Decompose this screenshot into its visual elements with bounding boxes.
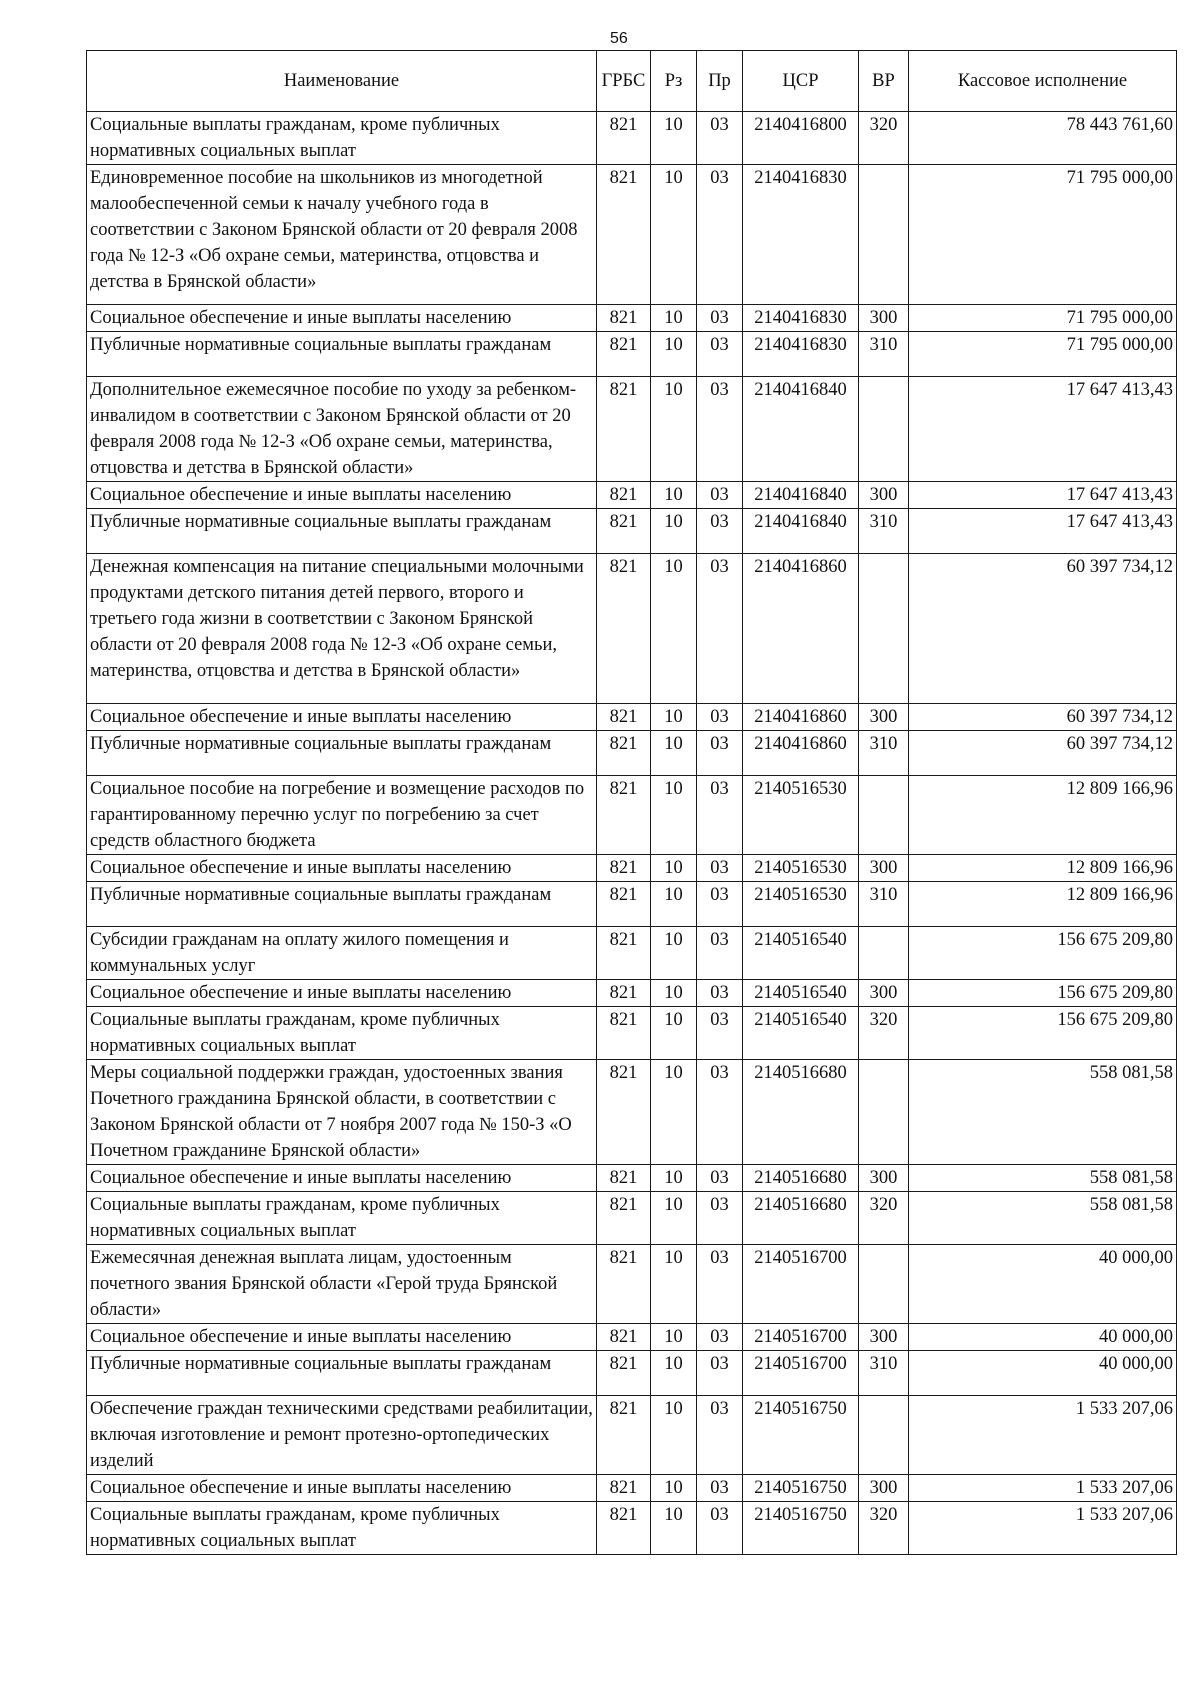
cell-csr: 2140416840 bbox=[743, 482, 859, 509]
cell-rz: 10 bbox=[651, 927, 697, 980]
cell-csr: 2140516680 bbox=[743, 1060, 859, 1165]
cell-pr: 03 bbox=[697, 1165, 743, 1192]
cell-pr: 03 bbox=[697, 882, 743, 927]
cell-vr: 320 bbox=[859, 1502, 909, 1555]
cell-vr bbox=[859, 1396, 909, 1475]
cell-pr: 03 bbox=[697, 377, 743, 482]
table-header-row bbox=[87, 51, 1177, 112]
cell-grbs: 821 bbox=[597, 305, 651, 332]
cell-name: Публичные нормативные социальные выплаты гражданам bbox=[87, 332, 597, 377]
cell-csr: 2140516540 bbox=[743, 927, 859, 980]
cell-amount: 17 647 413,43 bbox=[909, 377, 1177, 482]
cell-vr: 300 bbox=[859, 1475, 909, 1502]
cell-vr: 310 bbox=[859, 1351, 909, 1396]
cell-pr: 03 bbox=[697, 509, 743, 554]
table-row bbox=[87, 1502, 1177, 1555]
table-row bbox=[87, 882, 1177, 927]
cell-amount: 558 081,58 bbox=[909, 1192, 1177, 1245]
cell-grbs: 821 bbox=[597, 377, 651, 482]
cell-name: Социальное обеспечение и иные выплаты населению bbox=[87, 855, 597, 882]
cell-amount: 1 533 207,06 bbox=[909, 1502, 1177, 1555]
cell-pr: 03 bbox=[697, 1502, 743, 1555]
table-row bbox=[87, 731, 1177, 776]
cell-name: Социальные выплаты гражданам, кроме публичных нормативных социальных выплат bbox=[87, 112, 597, 165]
cell-grbs: 821 bbox=[597, 980, 651, 1007]
table-row bbox=[87, 1165, 1177, 1192]
cell-csr: 2140516700 bbox=[743, 1324, 859, 1351]
cell-name: Ежемесячная денежная выплата лицам, удостоенным почетного звания Брянской области «Герой труда Брянской области» bbox=[87, 1245, 597, 1324]
cell-name: Публичные нормативные социальные выплаты гражданам bbox=[87, 882, 597, 927]
cell-name: Социальное обеспечение и иные выплаты населению bbox=[87, 980, 597, 1007]
cell-grbs: 821 bbox=[597, 1007, 651, 1060]
cell-amount: 1 533 207,06 bbox=[909, 1396, 1177, 1475]
cell-rz: 10 bbox=[651, 855, 697, 882]
cell-rz: 10 bbox=[651, 1192, 697, 1245]
header-csr: ЦСР bbox=[743, 51, 859, 112]
cell-grbs: 821 bbox=[597, 1324, 651, 1351]
cell-pr: 03 bbox=[697, 554, 743, 704]
cell-csr: 2140416830 bbox=[743, 305, 859, 332]
cell-amount: 78 443 761,60 bbox=[909, 112, 1177, 165]
cell-amount: 1 533 207,06 bbox=[909, 1475, 1177, 1502]
cell-vr bbox=[859, 165, 909, 305]
cell-vr: 300 bbox=[859, 855, 909, 882]
cell-grbs: 821 bbox=[597, 1475, 651, 1502]
cell-grbs: 821 bbox=[597, 1060, 651, 1165]
cell-amount: 40 000,00 bbox=[909, 1324, 1177, 1351]
table-row bbox=[87, 305, 1177, 332]
cell-vr: 320 bbox=[859, 112, 909, 165]
cell-rz: 10 bbox=[651, 1351, 697, 1396]
cell-name: Социальное обеспечение и иные выплаты населению bbox=[87, 1475, 597, 1502]
cell-rz: 10 bbox=[651, 509, 697, 554]
cell-vr bbox=[859, 1060, 909, 1165]
cell-csr: 2140516530 bbox=[743, 882, 859, 927]
cell-name: Публичные нормативные социальные выплаты гражданам bbox=[87, 1351, 597, 1396]
cell-name: Социальное обеспечение и иные выплаты населению bbox=[87, 1165, 597, 1192]
cell-grbs: 821 bbox=[597, 1245, 651, 1324]
table-row bbox=[87, 377, 1177, 482]
cell-csr: 2140516750 bbox=[743, 1502, 859, 1555]
cell-amount: 60 397 734,12 bbox=[909, 704, 1177, 731]
page-number: 56 bbox=[610, 30, 628, 47]
cell-amount: 156 675 209,80 bbox=[909, 980, 1177, 1007]
table-row bbox=[87, 1060, 1177, 1165]
cell-csr: 2140416860 bbox=[743, 731, 859, 776]
header-rz: Рз bbox=[651, 51, 697, 112]
cell-amount: 71 795 000,00 bbox=[909, 332, 1177, 377]
header-grbs: ГРБС bbox=[597, 51, 651, 112]
cell-amount: 558 081,58 bbox=[909, 1165, 1177, 1192]
cell-amount: 156 675 209,80 bbox=[909, 1007, 1177, 1060]
cell-grbs: 821 bbox=[597, 1502, 651, 1555]
table-row bbox=[87, 482, 1177, 509]
cell-csr: 2140416840 bbox=[743, 377, 859, 482]
cell-csr: 2140516540 bbox=[743, 1007, 859, 1060]
cell-rz: 10 bbox=[651, 1165, 697, 1192]
cell-grbs: 821 bbox=[597, 1351, 651, 1396]
cell-vr: 310 bbox=[859, 882, 909, 927]
cell-pr: 03 bbox=[697, 731, 743, 776]
cell-amount: 60 397 734,12 bbox=[909, 554, 1177, 704]
cell-vr: 320 bbox=[859, 1192, 909, 1245]
cell-grbs: 821 bbox=[597, 704, 651, 731]
cell-rz: 10 bbox=[651, 1475, 697, 1502]
cell-vr: 310 bbox=[859, 731, 909, 776]
cell-pr: 03 bbox=[697, 112, 743, 165]
table-row bbox=[87, 1351, 1177, 1396]
cell-vr: 300 bbox=[859, 1324, 909, 1351]
cell-vr bbox=[859, 554, 909, 704]
cell-name: Обеспечение граждан техническими средствами реабилитации, включая изготовление и ремонт протезно-ортопедических изделий bbox=[87, 1396, 597, 1475]
table-row bbox=[87, 509, 1177, 554]
header-amount: Кассовое исполнение bbox=[909, 51, 1177, 112]
cell-grbs: 821 bbox=[597, 1396, 651, 1475]
cell-pr: 03 bbox=[697, 1475, 743, 1502]
cell-grbs: 821 bbox=[597, 165, 651, 305]
cell-vr bbox=[859, 927, 909, 980]
table-body bbox=[87, 112, 1177, 1555]
cell-grbs: 821 bbox=[597, 554, 651, 704]
cell-amount: 71 795 000,00 bbox=[909, 305, 1177, 332]
cell-grbs: 821 bbox=[597, 1165, 651, 1192]
table-row bbox=[87, 1007, 1177, 1060]
cell-pr: 03 bbox=[697, 927, 743, 980]
table-row bbox=[87, 332, 1177, 377]
cell-csr: 2140416860 bbox=[743, 704, 859, 731]
cell-csr: 2140416840 bbox=[743, 509, 859, 554]
table-row bbox=[87, 1475, 1177, 1502]
cell-rz: 10 bbox=[651, 305, 697, 332]
cell-amount: 12 809 166,96 bbox=[909, 882, 1177, 927]
cell-rz: 10 bbox=[651, 731, 697, 776]
cell-vr: 300 bbox=[859, 305, 909, 332]
cell-pr: 03 bbox=[697, 482, 743, 509]
cell-name: Социальные выплаты гражданам, кроме публичных нормативных социальных выплат bbox=[87, 1007, 597, 1060]
cell-pr: 03 bbox=[697, 305, 743, 332]
cell-rz: 10 bbox=[651, 1324, 697, 1351]
cell-grbs: 821 bbox=[597, 882, 651, 927]
cell-amount: 17 647 413,43 bbox=[909, 509, 1177, 554]
cell-rz: 10 bbox=[651, 332, 697, 377]
cell-amount: 40 000,00 bbox=[909, 1351, 1177, 1396]
cell-csr: 2140416830 bbox=[743, 165, 859, 305]
cell-amount: 558 081,58 bbox=[909, 1060, 1177, 1165]
cell-rz: 10 bbox=[651, 482, 697, 509]
cell-pr: 03 bbox=[697, 1060, 743, 1165]
cell-rz: 10 bbox=[651, 165, 697, 305]
cell-amount: 17 647 413,43 bbox=[909, 482, 1177, 509]
cell-csr: 2140516700 bbox=[743, 1245, 859, 1324]
cell-csr: 2140516700 bbox=[743, 1351, 859, 1396]
cell-amount: 12 809 166,96 bbox=[909, 776, 1177, 855]
cell-csr: 2140516750 bbox=[743, 1396, 859, 1475]
cell-pr: 03 bbox=[697, 1192, 743, 1245]
cell-amount: 156 675 209,80 bbox=[909, 927, 1177, 980]
cell-amount: 60 397 734,12 bbox=[909, 731, 1177, 776]
cell-name: Социальное обеспечение и иные выплаты населению bbox=[87, 305, 597, 332]
cell-grbs: 821 bbox=[597, 731, 651, 776]
cell-rz: 10 bbox=[651, 1396, 697, 1475]
cell-pr: 03 bbox=[697, 1324, 743, 1351]
table-row bbox=[87, 704, 1177, 731]
table-row bbox=[87, 927, 1177, 980]
table-row bbox=[87, 776, 1177, 855]
header-vr: ВР bbox=[859, 51, 909, 112]
cell-name: Социальное обеспечение и иные выплаты населению bbox=[87, 1324, 597, 1351]
cell-rz: 10 bbox=[651, 1245, 697, 1324]
cell-vr: 300 bbox=[859, 980, 909, 1007]
cell-grbs: 821 bbox=[597, 332, 651, 377]
cell-pr: 03 bbox=[697, 855, 743, 882]
cell-rz: 10 bbox=[651, 1007, 697, 1060]
cell-rz: 10 bbox=[651, 882, 697, 927]
cell-csr: 2140516680 bbox=[743, 1192, 859, 1245]
cell-rz: 10 bbox=[651, 112, 697, 165]
cell-name: Дополнительное ежемесячное пособие по уходу за ребенком-инвалидом в соответствии с Законом Брянской области от 20 февраля 2008 года № 12-З «Об охране семьи, материнства, отцовства и детства в Брянской области» bbox=[87, 377, 597, 482]
table-row bbox=[87, 980, 1177, 1007]
budget-execution-table bbox=[86, 50, 1177, 1555]
cell-grbs: 821 bbox=[597, 927, 651, 980]
cell-vr: 320 bbox=[859, 1007, 909, 1060]
cell-grbs: 821 bbox=[597, 482, 651, 509]
cell-pr: 03 bbox=[697, 1245, 743, 1324]
cell-pr: 03 bbox=[697, 704, 743, 731]
cell-grbs: 821 bbox=[597, 509, 651, 554]
table-row bbox=[87, 1324, 1177, 1351]
cell-csr: 2140516530 bbox=[743, 855, 859, 882]
table-row bbox=[87, 1192, 1177, 1245]
cell-rz: 10 bbox=[651, 980, 697, 1007]
table-row bbox=[87, 554, 1177, 704]
cell-name: Социальное обеспечение и иные выплаты населению bbox=[87, 482, 597, 509]
cell-vr: 300 bbox=[859, 482, 909, 509]
cell-pr: 03 bbox=[697, 1396, 743, 1475]
cell-vr: 310 bbox=[859, 332, 909, 377]
cell-name: Социальные выплаты гражданам, кроме публичных нормативных социальных выплат bbox=[87, 1192, 597, 1245]
header-pr: Пр bbox=[697, 51, 743, 112]
table-row bbox=[87, 112, 1177, 165]
cell-vr: 310 bbox=[859, 509, 909, 554]
cell-name: Меры социальной поддержки граждан, удостоенных звания Почетного гражданина Брянской области, в соответствии с Законом Брянской области от 7 ноября 2007 года № 150-З «О Почетном гражданине Брянской области» bbox=[87, 1060, 597, 1165]
cell-csr: 2140416830 bbox=[743, 332, 859, 377]
cell-pr: 03 bbox=[697, 1007, 743, 1060]
cell-name: Субсидии гражданам на оплату жилого помещения и коммунальных услуг bbox=[87, 927, 597, 980]
cell-rz: 10 bbox=[651, 554, 697, 704]
cell-rz: 10 bbox=[651, 704, 697, 731]
cell-amount: 12 809 166,96 bbox=[909, 855, 1177, 882]
cell-vr bbox=[859, 377, 909, 482]
cell-grbs: 821 bbox=[597, 776, 651, 855]
cell-csr: 2140416800 bbox=[743, 112, 859, 165]
cell-rz: 10 bbox=[651, 776, 697, 855]
cell-name: Социальное пособие на погребение и возмещение расходов по гарантированному перечню услуг по погребению за счет средств областного бюджета bbox=[87, 776, 597, 855]
table-row bbox=[87, 1245, 1177, 1324]
cell-amount: 40 000,00 bbox=[909, 1245, 1177, 1324]
table-row bbox=[87, 165, 1177, 305]
cell-pr: 03 bbox=[697, 776, 743, 855]
cell-grbs: 821 bbox=[597, 112, 651, 165]
cell-pr: 03 bbox=[697, 165, 743, 305]
cell-name: Публичные нормативные социальные выплаты гражданам bbox=[87, 509, 597, 554]
cell-csr: 2140416860 bbox=[743, 554, 859, 704]
cell-grbs: 821 bbox=[597, 855, 651, 882]
cell-rz: 10 bbox=[651, 1060, 697, 1165]
cell-pr: 03 bbox=[697, 980, 743, 1007]
cell-grbs: 821 bbox=[597, 1192, 651, 1245]
cell-vr: 300 bbox=[859, 704, 909, 731]
cell-name: Публичные нормативные социальные выплаты гражданам bbox=[87, 731, 597, 776]
cell-csr: 2140516680 bbox=[743, 1165, 859, 1192]
cell-vr: 300 bbox=[859, 1165, 909, 1192]
cell-vr bbox=[859, 776, 909, 855]
cell-name: Социальное обеспечение и иные выплаты населению bbox=[87, 704, 597, 731]
cell-csr: 2140516750 bbox=[743, 1475, 859, 1502]
cell-amount: 71 795 000,00 bbox=[909, 165, 1177, 305]
cell-csr: 2140516530 bbox=[743, 776, 859, 855]
table-row bbox=[87, 1396, 1177, 1475]
cell-name: Социальные выплаты гражданам, кроме публичных нормативных социальных выплат bbox=[87, 1502, 597, 1555]
cell-pr: 03 bbox=[697, 332, 743, 377]
cell-name: Денежная компенсация на питание специальными молочными продуктами детского питания детей первого, второго и третьего года жизни в соответствии с Законом Брянской области от 20 февраля 2008 года № 12-З «Об охране семьи, материнства, отцовства и детства в Брянской области» bbox=[87, 554, 597, 704]
cell-name: Единовременное пособие на школьников из многодетной малообеспеченной семьи к началу учебного года в соответствии с Законом Брянской области от 20 февраля 2008 года № 12-З «Об охране семьи, материнства, отцовства и детства в Брянской области» bbox=[87, 165, 597, 305]
cell-pr: 03 bbox=[697, 1351, 743, 1396]
table-row bbox=[87, 855, 1177, 882]
cell-vr bbox=[859, 1245, 909, 1324]
cell-rz: 10 bbox=[651, 1502, 697, 1555]
cell-rz: 10 bbox=[651, 377, 697, 482]
cell-csr: 2140516540 bbox=[743, 980, 859, 1007]
header-name: Наименование bbox=[87, 51, 597, 112]
